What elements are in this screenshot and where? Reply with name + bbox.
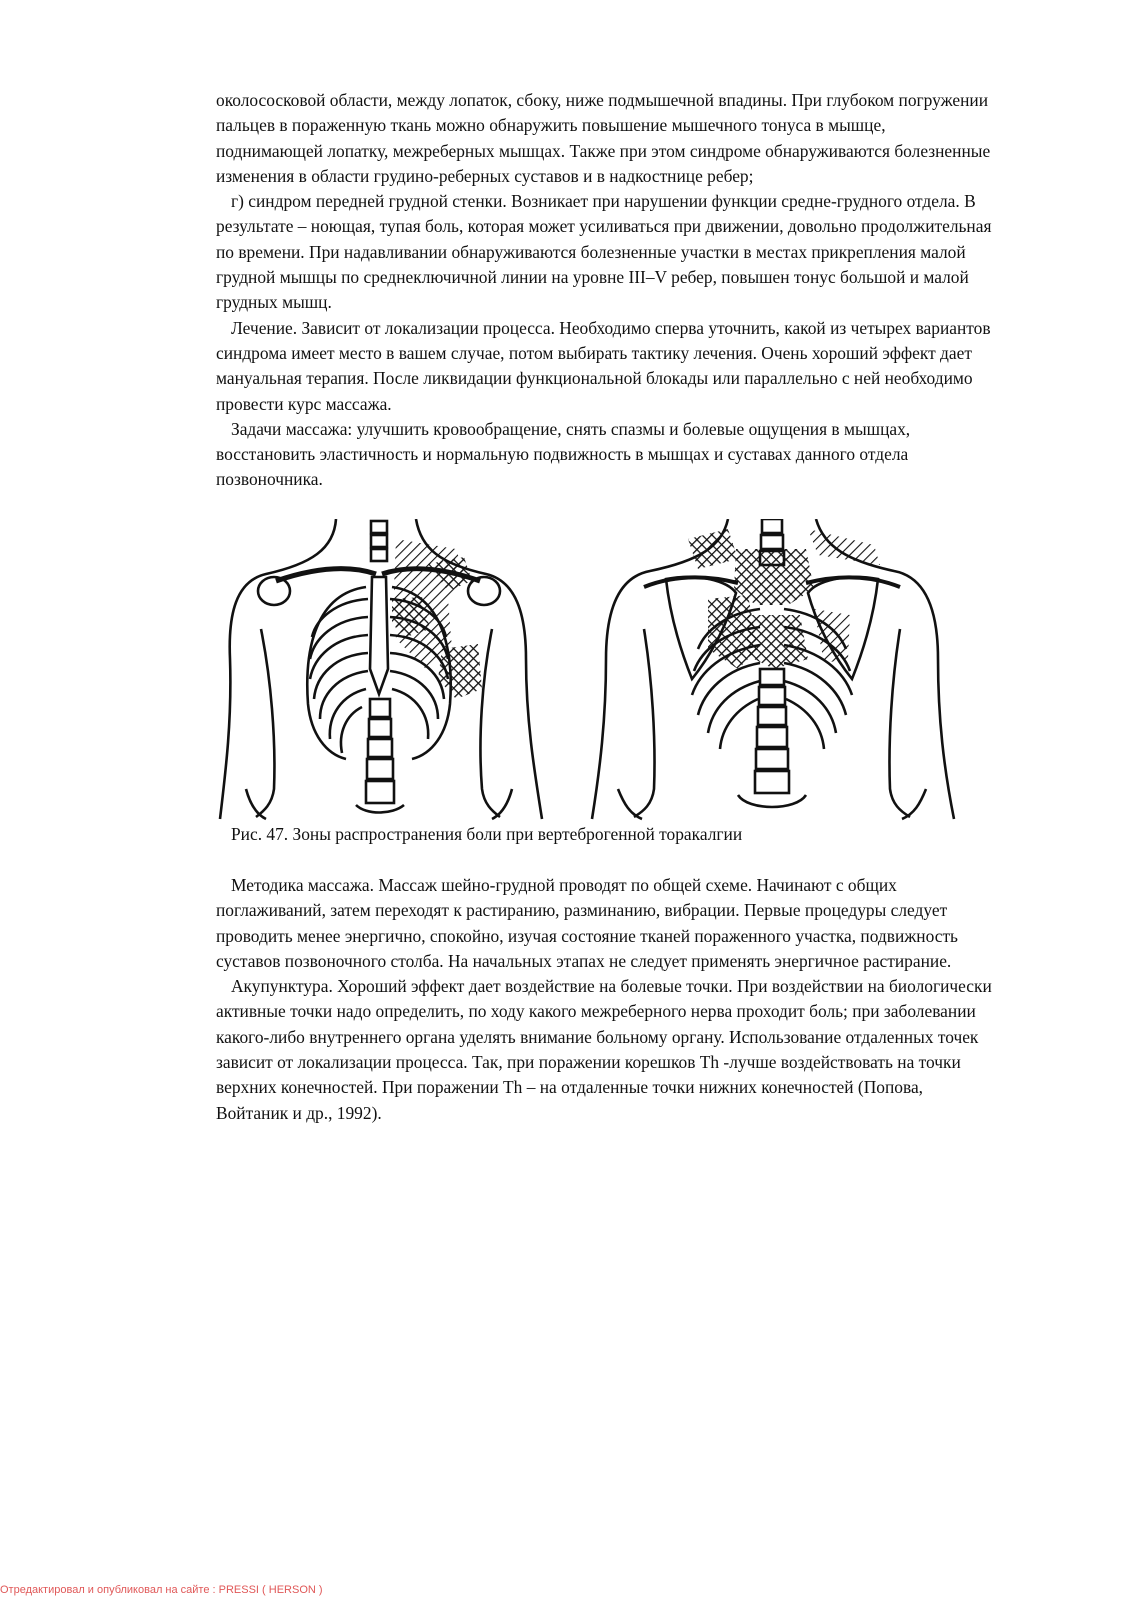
paragraph: Задачи массажа: улучшить кровообращение, снять спазмы и болевые ощущения в мышцах, восстановить эластичность и нормальную подвижность в мышцах и суставах данного отдела позвоночника. [216, 418, 911, 490]
paragraph: околососковой области, между лопаток, сбоку, ниже подмышечной впадины. При глубоком погружении пальцев в пораженную ткань можно обнаружить повышение мышечного тонуса в мышце, поднимающей лопатку, межреберных мышцах. Также при этом синдроме обнаруживаются болезненные изменения в области грудино-реберных суставов и в надкостнице ребер; [216, 90, 991, 186]
front-view-skeleton [220, 519, 542, 819]
footer-publisher-note: Отредактировал и опубликовал на сайте : PRESSI ( HERSON ) [0, 1584, 323, 1596]
body-text-bottom [216, 873, 996, 1126]
body-text-top [216, 88, 996, 493]
figure-caption: Рис. 47. Зоны распространения боли при вертеброгенной торакалгии [231, 824, 743, 844]
skeleton-illustration [216, 519, 986, 821]
paragraph: Лечение. Зависит от локализации процесса. Необходимо сперва уточнить, какой из четырех вариантов синдрома имеет место в вашем случае, потом выбирать тактику лечения. Очень хороший эффект дает мануальная терапия. После ликвидации функциональной блокады или параллельно с ней необходимо провести курс массажа. [216, 317, 991, 414]
paragraph: Акупунктура. Хороший эффект дает воздействие на болевые точки. При воздействии на биологически активные точки надо определить, по ходу какого межреберного нерва проходит боль; при заболевании какого-либо внутреннего органа уделять внимание больному органу. Использование отдаленных точек зависит от локализации процесса. Так, при поражении корешков Th -лучше воздействовать на точки верхних конечностей. При поражении Th – на отдаленные точки нижних конечностей (Попова, Войтаник и др., 1992). [216, 976, 992, 1123]
paragraph: Методика массажа. Массаж шейно-грудной проводят по общей схеме. Начинают с общих поглаживаний, затем переходят к растиранию, разминанию, вибрации. Первые процедуры следует проводить менее энергично, спокойно, изучая состояние тканей пораженного участка, подвижность суставов позвоночного столба. На начальных этапах не следует применять энергичное растирание. [216, 875, 958, 971]
figure-skeleton-pain-zones [216, 519, 986, 821]
paragraph: г) синдром передней грудной стенки. Возникает при нарушении функции средне-грудного отдела. В результате – ноющая, тупая боль, которая может усиливаться при движении, довольно продолжительная по времени. При надавливании обнаруживаются болезненные участки в местах прикрепления малой грудной мышцы по среднеключичной линии на уровне III–V ребер, повышен тонус большой и малой грудных мышц. [216, 191, 992, 313]
back-view-skeleton [592, 519, 954, 819]
